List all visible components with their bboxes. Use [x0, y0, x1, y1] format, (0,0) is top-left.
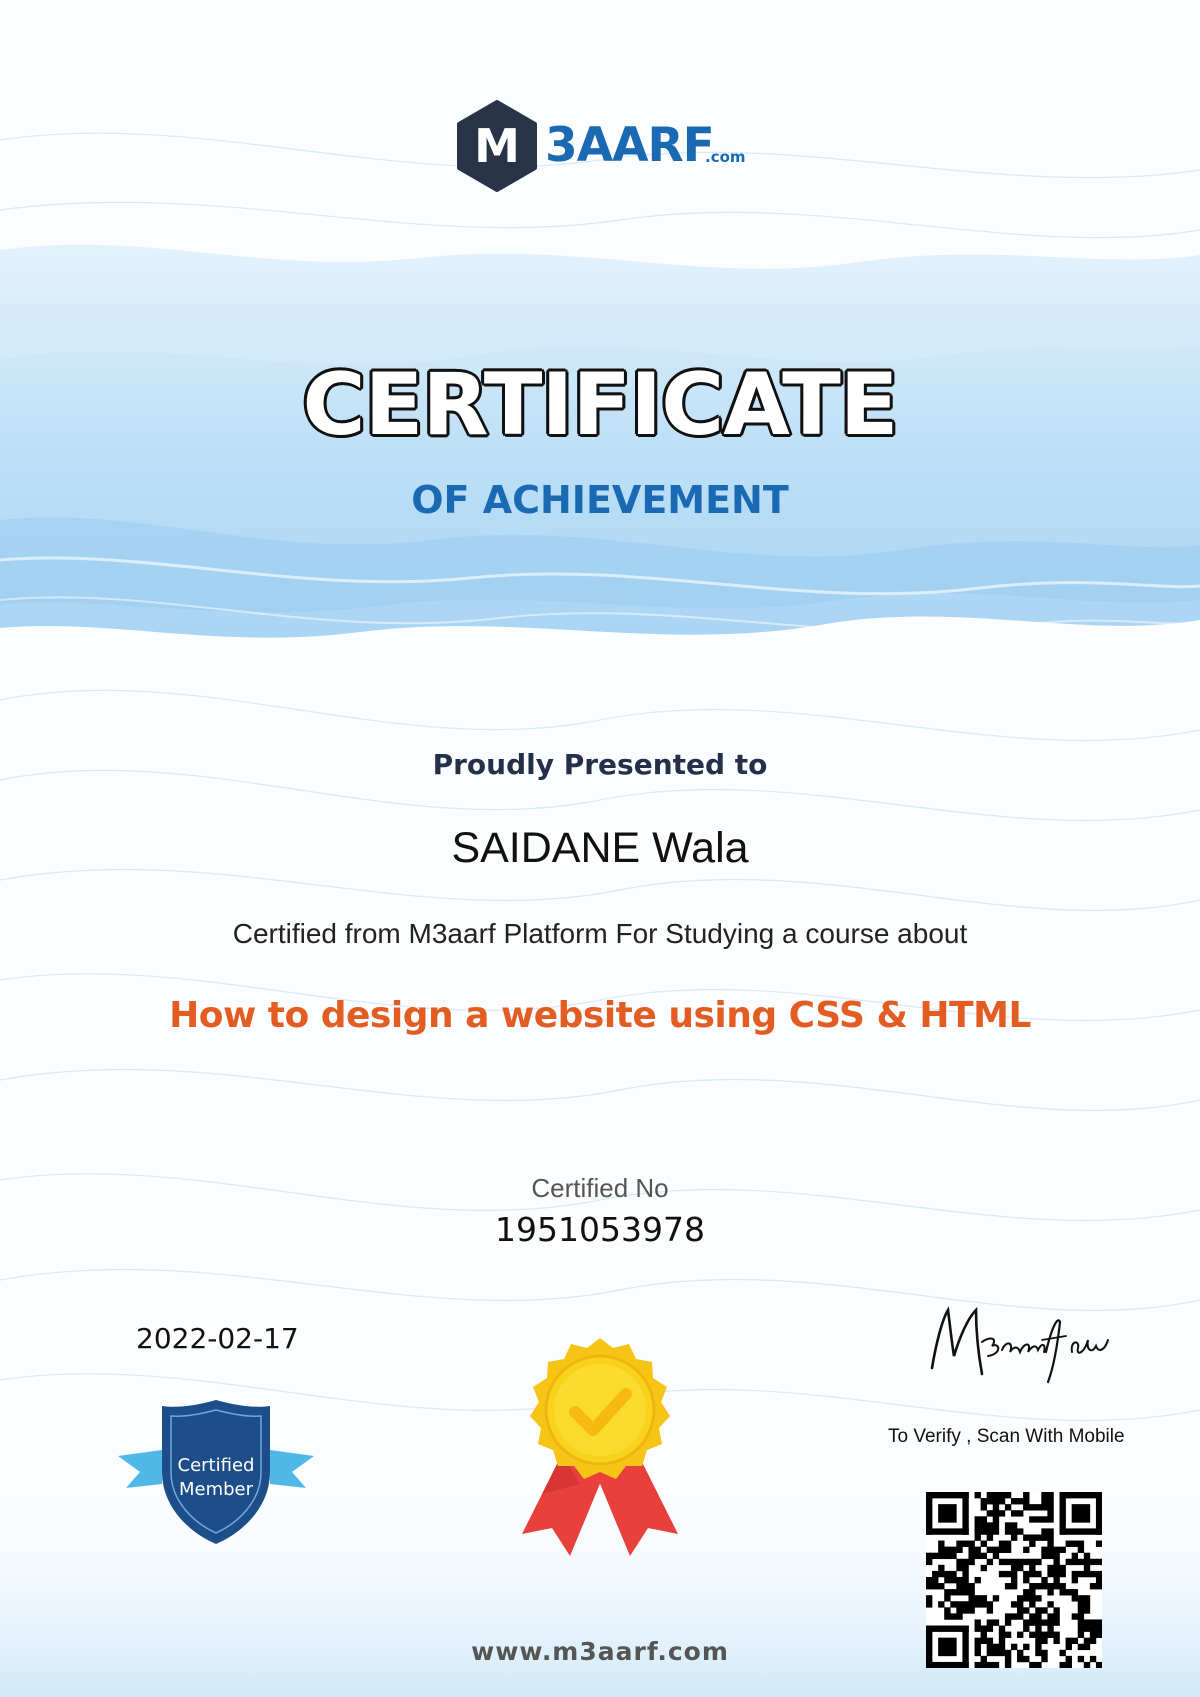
- logo-suffix: .com: [705, 148, 746, 166]
- course-title: How to design a website using CSS & HTML: [169, 995, 1031, 1036]
- signature-image: [920, 1296, 1120, 1392]
- certificate-number-label: Certified No: [531, 1173, 669, 1203]
- logo-wordmark: 3AARF: [545, 118, 714, 173]
- certificate-subtitle: OF ACHIEVEMENT: [411, 478, 789, 522]
- presented-label: Proudly Presented to: [432, 748, 768, 781]
- m3aarf-hex-logo-icon: [455, 100, 539, 192]
- certificate-title: CERTIFICATE: [302, 355, 898, 455]
- certificate-number: 1951053978: [495, 1210, 705, 1249]
- verify-instruction: To Verify , Scan With Mobile: [888, 1426, 1125, 1447]
- logo-letter: M: [474, 119, 520, 173]
- recipient-name: SAIDANE Wala: [451, 824, 749, 872]
- m3aarf-logo: [455, 98, 755, 194]
- badge-line2: Member: [178, 1479, 254, 1500]
- badge-line1: Certified: [177, 1455, 255, 1476]
- issue-date: 2022-02-17: [136, 1322, 299, 1355]
- footer-website[interactable]: www.m3aarf.com: [471, 1637, 729, 1666]
- certified-member-shield-icon: [118, 1398, 314, 1546]
- gold-medal-check-icon: [520, 1334, 680, 1560]
- certification-description: Certified from M3aarf Platform For Studying a course about: [232, 918, 968, 949]
